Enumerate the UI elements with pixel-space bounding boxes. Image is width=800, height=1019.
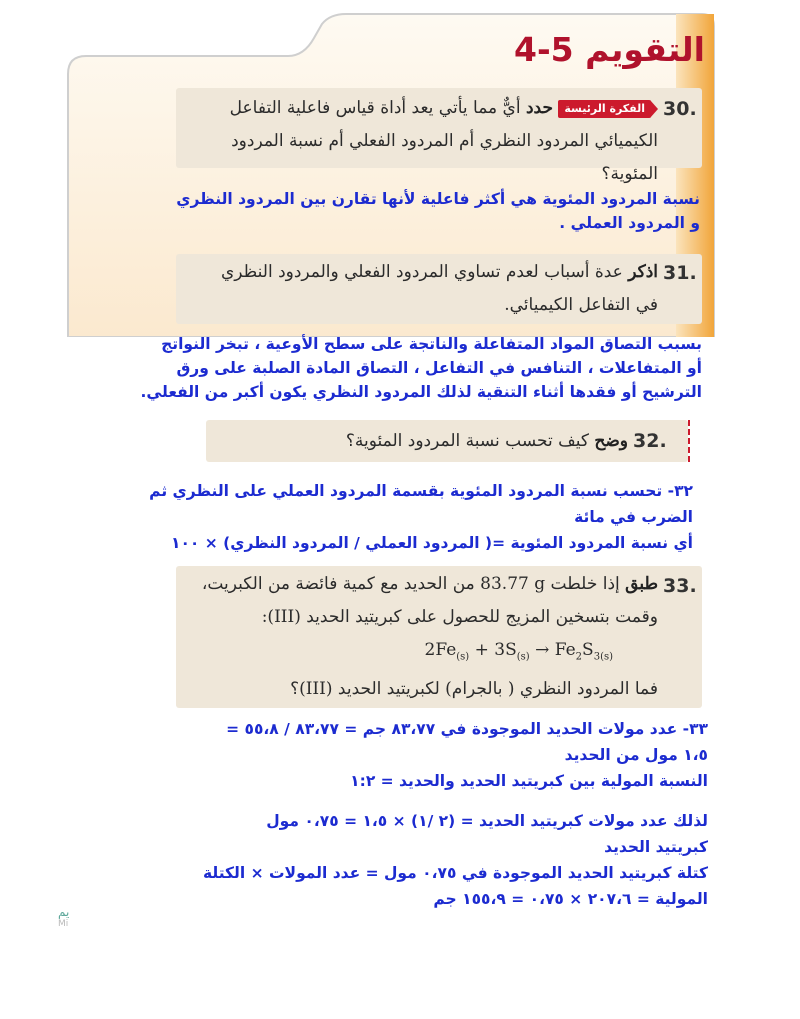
question-text: إذا خلطت xyxy=(550,574,620,594)
answer-line: نسبة المردود المئوية هي أكثر فاعلية لأنها تقارن بين المردود النظري xyxy=(176,190,700,208)
answer-line: المولية = ٢٠٧،٦ × ٠،٧٥ = ١٥٥،٩ جم xyxy=(433,890,708,908)
chemical-equation xyxy=(158,634,658,673)
question-number: 30. xyxy=(663,98,697,120)
answer-line: بسبب التصاق المواد المتفاعلة والناتجة على سطح الأوعية ، تبخر النواتج xyxy=(161,335,702,353)
answer-line: النسبة المولية بين كبريتيد الحديد والحديد = ١:٢ xyxy=(350,772,708,790)
answer-line: لذلك عدد مولات كبريتيد الحديد = (٢ /١) × ١،٥ = ٠،٧٥ مول xyxy=(266,812,708,830)
question-31-line-2: في التفاعل الكيميائي. xyxy=(504,295,658,315)
logo-sub: Mi xyxy=(58,919,69,929)
question-number: 31. xyxy=(663,262,697,284)
question-30-text xyxy=(178,92,658,191)
logo-mark: يم xyxy=(58,905,70,919)
question-text: من الحديد مع كمية فائضة من الكبريت، xyxy=(201,574,475,594)
answer-line: الضرب في مائة xyxy=(574,508,693,526)
reaction-arrow-icon: → xyxy=(535,640,550,660)
publisher-logo xyxy=(58,906,69,930)
answer-line: ١،٥ مول من الحديد xyxy=(564,746,708,764)
answer-line: ٣٣- عدد مولات الحديد الموجودة في ٨٣،٧٧ جم = ٨٣،٧٧ / ٥٥،٨ = xyxy=(226,720,708,738)
question-32-text xyxy=(228,425,628,458)
question-text: عدة أسباب لعدم تساوي المردود الفعلي والمردود النظري xyxy=(221,262,623,282)
equation-term: + 3S xyxy=(474,640,517,660)
answer-32 xyxy=(93,478,693,556)
question-text: كيف تحسب نسبة المردود المئوية؟ xyxy=(345,431,589,451)
answer-line: كتلة كبريتيد الحديد الموجودة في ٠،٧٥ مول = عدد المولات × الكتلة xyxy=(202,864,708,882)
question-verb: اذكر xyxy=(628,262,658,282)
question-33-text xyxy=(158,568,658,706)
question-verb: وضح xyxy=(594,431,628,451)
equation-state: (s) xyxy=(456,651,470,663)
question-verb: طبق xyxy=(625,574,658,594)
section-title: التقويم 5-4 xyxy=(513,30,705,69)
equation-term: 2Fe xyxy=(424,640,457,660)
question-32-divider xyxy=(688,420,690,462)
answer-line: الترشيح أو فقدها أثناء التنقية لذلك المردود النظري يكون أكبر من الفعلي. xyxy=(140,383,702,401)
question-verb: حدد xyxy=(525,98,553,118)
answer-line: أو المتفاعلات ، التنافس في التفاعل ، التصاق المادة الصلبة على ورق xyxy=(176,359,702,377)
answer-line: أي نسبة المردود المئوية =( المردود العملي / المردود النظري) × ١٠٠ xyxy=(171,534,693,552)
main-idea-badge: الفكرة الرئيسة xyxy=(558,100,651,118)
question-33-line-1 xyxy=(158,568,658,601)
answer-30 xyxy=(80,187,700,235)
question-30-line-2: الكيميائي المردود النظري أم المردود الفعلي أم نسبة المردود المئوية؟ xyxy=(231,131,658,184)
iron-mass: 83.77 g xyxy=(480,574,546,594)
answer-line: و المردود العملي . xyxy=(559,214,700,232)
answer-line: كبريتيد الحديد xyxy=(604,838,708,856)
answer-line: ٣٢- تحسب نسبة المردود المئوية بقسمة المردود العملي على النظري ثم xyxy=(149,482,693,500)
question-33-line-4: فما المردود النظري ( بالجرام) لكبريتيد الحديد (III)؟ xyxy=(290,679,658,700)
answer-31 xyxy=(102,332,702,404)
question-text: أيٌّ مما يأتي يعد أداة قياس فاعلية التفاعل xyxy=(229,98,521,118)
question-31-line-1 xyxy=(178,256,658,289)
question-33-line-2: وقمت بتسخين المزيج للحصول على كبريتيد الحديد (III): xyxy=(261,607,658,627)
equation-state: (s) xyxy=(516,651,530,663)
equation-term: S xyxy=(582,640,594,660)
equation-subscript: 2 xyxy=(575,651,583,663)
question-31-text xyxy=(178,256,658,322)
badge-arrow-icon xyxy=(650,100,658,118)
question-30-line-1 xyxy=(178,92,658,125)
answer-33 xyxy=(68,716,708,912)
question-number: 32. xyxy=(633,430,667,452)
equation-term: Fe xyxy=(554,640,576,660)
question-number: 33. xyxy=(663,575,697,597)
equation-subscript: 3(s) xyxy=(593,651,613,663)
